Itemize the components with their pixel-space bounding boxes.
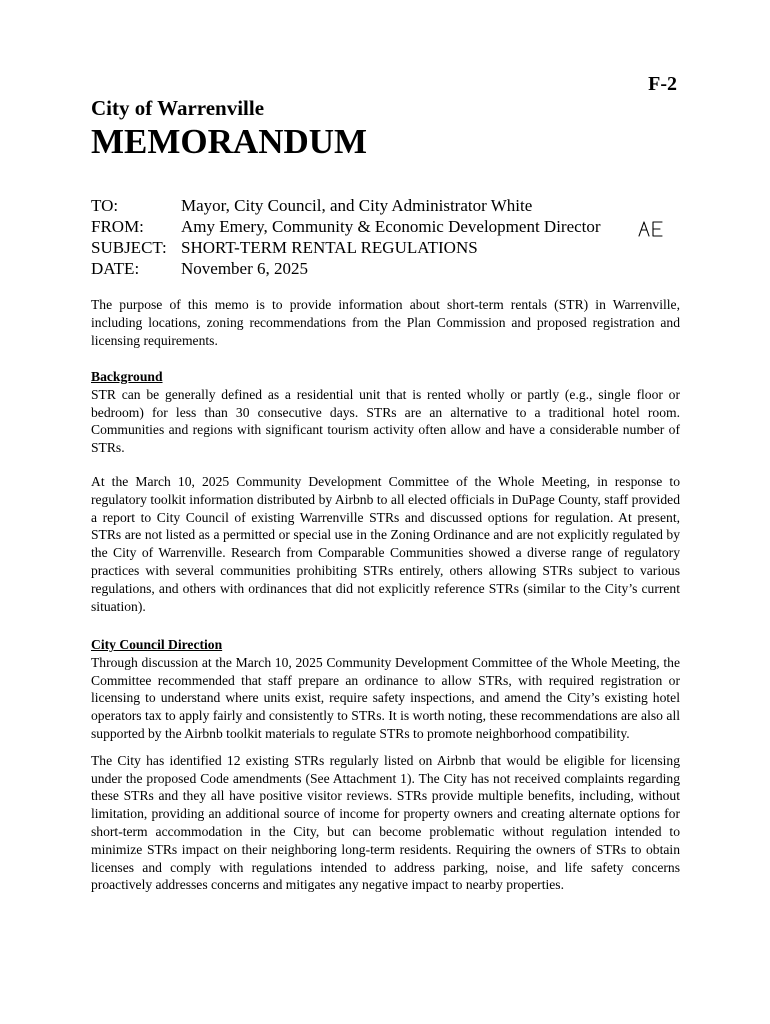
background-heading: Background	[91, 369, 163, 384]
memo-header	[91, 195, 681, 279]
date-value: November 6, 2025	[181, 259, 309, 278]
council-direction-heading: City Council Direction	[91, 637, 223, 652]
intro-section	[91, 296, 680, 349]
background-paragraph-1: STR can be generally defined as a residential unit that is rented wholly or partly (e.g., single floor or bedroom) for less than 30 consecutive days. STRs are an alternative to a traditional hotel room. Communities and regions with significant tourism activity often allow and have a considerable number of STRs.	[91, 386, 680, 456]
from-label: FROM:	[91, 217, 144, 236]
document-code: F-2	[648, 73, 677, 95]
from-value: Amy Emery, Community & Economic Development Director	[181, 217, 601, 236]
subject-value: SHORT-TERM RENTAL REGULATIONS	[181, 238, 478, 257]
date-row	[91, 258, 681, 279]
handwritten-initials-signature	[637, 219, 665, 239]
to-value: Mayor, City Council, and City Administrator White	[181, 196, 533, 215]
council-direction-paragraph-2: The City has identified 12 existing STRs regularly listed on Airbnb that would be eligible for licensing under the proposed Code amendments (See Attachment 1). The City has not received complaints regarding these STRs and they all have positive visitor reviews. STRs provide multiple benefits, including, without limitation, providing an additional source of income for property owners and creating alternate options for short-term accommodation in the City, but can become problematic without regulation intended to minimize STRs impact on their neighboring long-term residents. Requiring the owners of STRs to obtain licenses and comply with regulations intended to address parking, noise, and life safety concerns proactively addresses concerns and mitigates any negative impact to nearby properties.	[91, 752, 680, 893]
council-direction-paragraph-1: Through discussion at the March 10, 2025 Community Development Committee of the Whole Meeting, the Committee recommended that staff prepare an ordinance to allow STRs, with required registration or licensing to understand where units exist, require safety inspections, and amend the City’s existing hotel operators tax to apply fairly and consistently to STRs. It is worth noting, these recommendations are also all supported by the Airbnb toolkit materials to regulate STRs to promote neighborhood compatibility.	[91, 654, 680, 741]
from-row	[91, 216, 681, 237]
background-section	[91, 368, 680, 615]
subject-label: SUBJECT:	[91, 238, 167, 257]
memo-title: MEMORANDUM	[91, 122, 368, 161]
to-label: TO:	[91, 196, 119, 215]
date-label: DATE:	[91, 259, 140, 278]
council-direction-section	[91, 636, 680, 894]
intro-paragraph: The purpose of this memo is to provide information about short-term rentals (STR) in Warrenville, including locations, zoning recommendations from the Plan Commission and proposed registration and licensing requirements.	[91, 297, 680, 348]
subject-row	[91, 237, 681, 258]
to-row	[91, 195, 681, 216]
background-paragraph-2: At the March 10, 2025 Community Development Committee of the Whole Meeting, in response to regulatory toolkit information distributed by Airbnb to all elected officials in DuPage County, staff provided a report to City Council of existing Warrenville STRs and discussed options for regulation. At present, STRs are not listed as a permitted or special use in the Zoning Ordinance and are not explicitly regulated by the City of Warrenville. Research from Comparable Communities showed a diverse range of regulatory practices with several communities prohibiting STRs entirely, others allowing STRs subject to various regulations, and others with ordinances that did not explicitly reference STRs (similar to the City’s current situation).	[91, 473, 680, 614]
city-name: City of Warrenville	[91, 96, 265, 120]
